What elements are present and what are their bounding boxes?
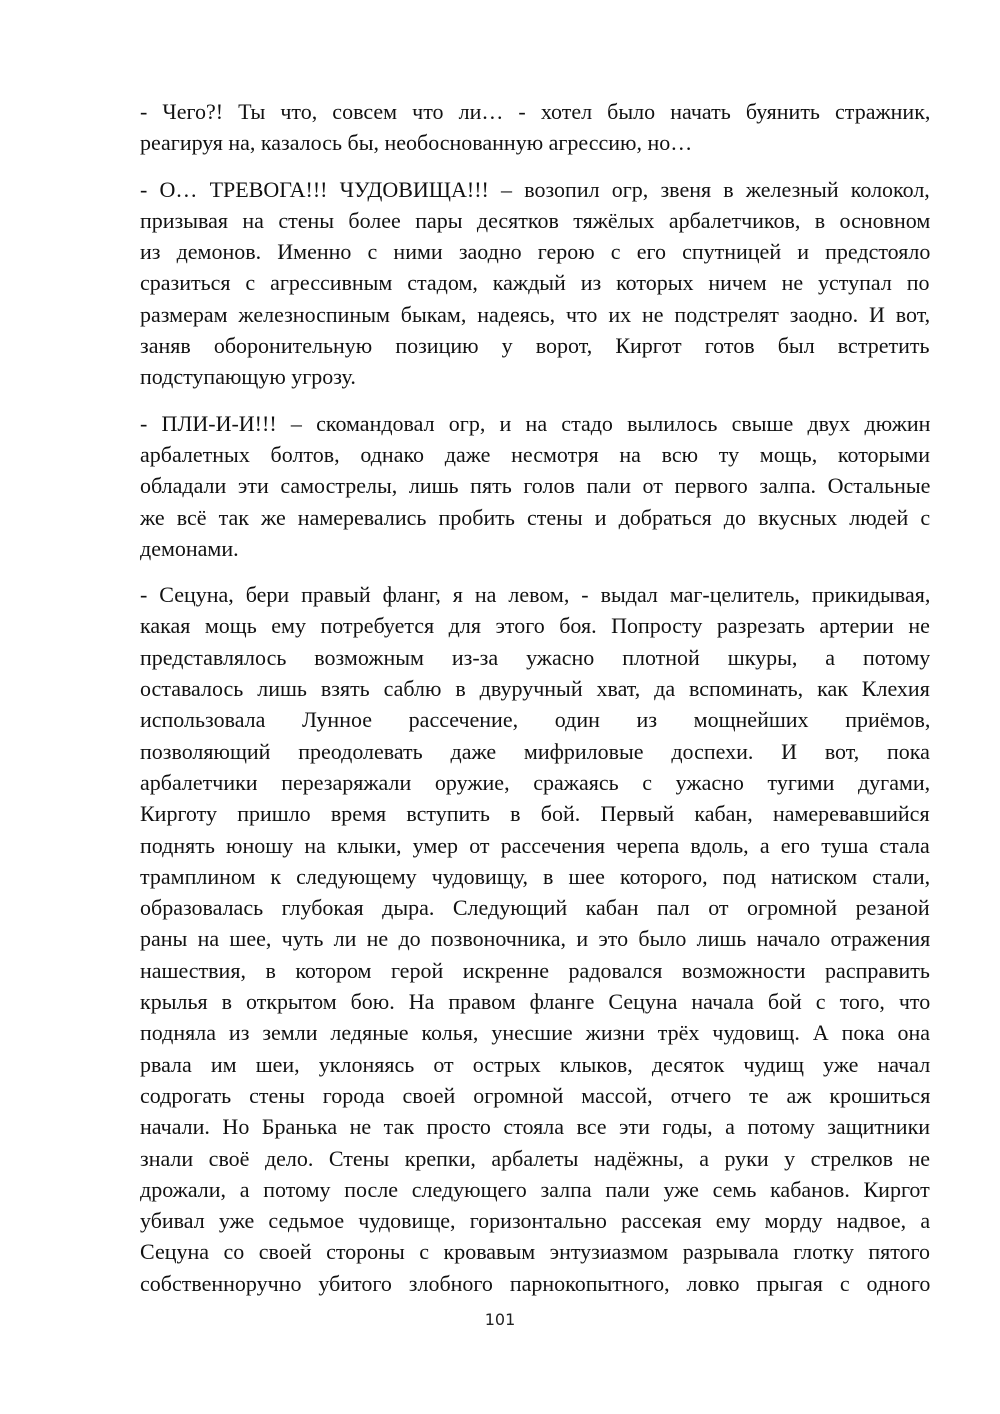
text-line: поднять юношу на клыки, умер от рассечения черепа вдоль, а его туша стала [140, 832, 930, 858]
text-line: - Сецуна, бери правый фланг, я на левом, - выдал маг-целитель, прикидывая, [140, 582, 930, 608]
text-line: какая мощь ему потребуется для этого боя. Попросту разрезать артерии не [140, 613, 930, 639]
text-line: подняла из земли ледяные колья, унесшие жизни трёх чудовищ. А пока она [140, 1020, 930, 1046]
text-line: нашествия, в котором герой искренне радовался возможности расправить [140, 957, 930, 983]
paragraph [140, 96, 930, 159]
text-line: убивал уже седьмое чудовище, горизонтально рассекая ему морду надвое, а [140, 1208, 930, 1234]
text-line: демонами. [140, 535, 239, 561]
text-line: знали своё дело. Стены крепки, арбалеты надёжны, а руки у стрелков не [140, 1145, 930, 1171]
text-line: размерам железноспиным быкам, надеясь, что их не подстрелят заодно. И вот, [140, 301, 930, 327]
text-line: заняв оборонительную позицию у ворот, Киргот готов был встретить [140, 333, 930, 359]
text-line: подступающую угрозу. [140, 364, 356, 390]
text-line: начали. Но Бранька не так просто стояла все эти годы, а потому защитники [140, 1114, 930, 1140]
text-line: реагируя на, казалось бы, необоснованную агрессию, но… [140, 130, 693, 156]
paragraph [140, 408, 930, 564]
text-line: собственноручно убитого злобного парнокопытного, ловко прыгая с одного [140, 1270, 930, 1296]
text-line: призывая на стены более пары десятков тяжёлых арбалетчиков, в основном [140, 207, 930, 233]
text-line: - О… ТРЕВОГА!!! ЧУДОВИЩА!!! – возопил огр, звеня в железный колокол, [140, 176, 930, 202]
text-line: крылья в открытом бою. На правом фланге Сецуна начала бой с того, что [140, 989, 930, 1015]
text-line: обладали эти самострелы, лишь пять голов пали от первого залпа. Остальные [140, 473, 930, 499]
text-line: сразиться с агрессивным стадом, каждый из которых ничем не уступал по [140, 270, 930, 296]
text-line: оставалось лишь взять саблю в двуручный хват, да вспоминать, как Клехия [140, 676, 930, 702]
text-line: арбалетчики перезаряжали оружие, сражаясь с ужасно тугими дугами, [140, 769, 930, 795]
text-line: Сецуна со своей стороны с кровавым энтузиазмом разрывала глотку пятого [140, 1239, 930, 1265]
text-line: же всё так же намеревались пробить стены и добраться до вкусных людей с [140, 504, 930, 530]
text-line: дрожали, а потому после следующего залпа пали уже семь кабанов. Киргот [140, 1176, 930, 1202]
text-line: арбалетных болтов, однако даже несмотря на всю ту мощь, которыми [140, 441, 930, 467]
text-line: - ПЛИ-И-И!!! – скомандовал огр, и на стадо вылилось свыше двух дюжин [140, 410, 930, 436]
text-line: - Чего?! Ты что, совсем что ли… - хотел было начать буянить стражник, [140, 99, 930, 124]
page-number: 101 [484, 1310, 516, 1329]
paragraph [140, 579, 930, 1299]
text-line: образовалась глубокая дыра. Следующий кабан пал от огромной резаной [140, 895, 930, 921]
paragraph [140, 174, 930, 393]
text-line: позволяющий преодолевать даже мифриловые доспехи. И вот, пока [140, 738, 930, 764]
text-line: представлялось возможным из-за ужасно плотной шкуры, а потому [140, 644, 930, 670]
text-line: из демонов. Именно с ними заодно герою с его спутницей и предстояло [140, 239, 930, 265]
body-text [140, 96, 930, 1314]
text-line: раны на шее, чуть ли не до позвоночника, и это было лишь начало отражения [140, 926, 930, 952]
text-line: рвала им шеи, уклоняясь от острых клыков, десяток чудищ уже начал [140, 1051, 930, 1077]
text-line: содрогать стены города своей огромной массой, отчего те аж крошиться [140, 1082, 930, 1108]
text-line: Кирготу пришло время вступить в бой. Первый кабан, намеревавшийся [140, 801, 930, 827]
text-line: трамплином к следующему чудовищу, в шее которого, под натиском стали, [140, 863, 930, 889]
text-line: использовала Лунное рассечение, один из мощнейших приёмов, [140, 707, 930, 733]
